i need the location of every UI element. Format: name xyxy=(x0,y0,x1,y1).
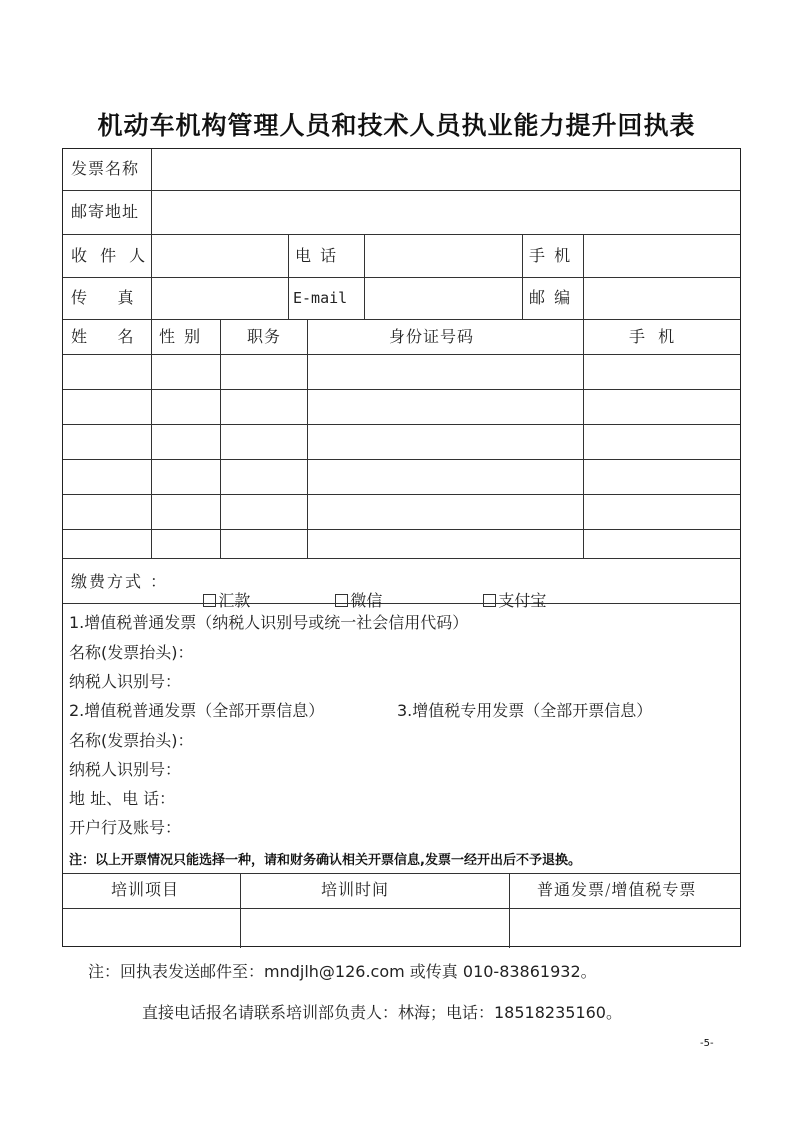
invoice-title-label-1: 名称(发票抬头)： xyxy=(69,643,194,662)
col-divider xyxy=(288,234,289,319)
attendee-mobile-input[interactable] xyxy=(585,390,739,424)
phone-field[interactable] xyxy=(366,235,521,277)
attendee-mobile-input[interactable] xyxy=(585,530,739,558)
checkbox-alipay[interactable] xyxy=(483,594,496,607)
attendee-row xyxy=(63,495,740,529)
bank-account-label: 开户行及账号： xyxy=(69,818,182,837)
attendee-row xyxy=(63,530,740,558)
attendee-row xyxy=(63,390,740,424)
row-divider xyxy=(63,319,740,320)
attendee-name-input[interactable] xyxy=(63,530,151,558)
checkbox-remittance[interactable] xyxy=(203,594,216,607)
attendee-id-input[interactable] xyxy=(309,425,582,459)
footer-note-email: 注：回执表发送邮件至：mndjlh@126.com 或传真 010-83861932。 xyxy=(88,962,597,981)
attendee-mobile-input[interactable] xyxy=(585,460,739,494)
attendee-gender-input[interactable] xyxy=(153,495,219,529)
col-divider xyxy=(509,873,510,948)
attendee-id-input[interactable] xyxy=(309,460,582,494)
header-invoice-type: 普通发票/增值税专票 xyxy=(537,880,697,899)
invoice-name-label: 发票名称 xyxy=(71,159,140,178)
row-divider xyxy=(63,873,740,874)
attendee-name-input[interactable] xyxy=(63,495,151,529)
attendee-row xyxy=(63,425,740,459)
attendee-row xyxy=(63,460,740,494)
col-divider xyxy=(364,234,365,319)
attendee-position-input[interactable] xyxy=(222,530,306,558)
header-id-number: 身份证号码 xyxy=(389,327,475,346)
phone-label: 电 话 xyxy=(295,246,339,265)
mailing-address-label: 邮寄地址 xyxy=(71,202,140,221)
attendee-id-input[interactable] xyxy=(309,355,582,389)
attendee-gender-input[interactable] xyxy=(153,355,219,389)
taxpayer-id-label-1: 纳税人识别号： xyxy=(69,672,182,691)
recipient-field[interactable] xyxy=(153,235,287,277)
attendee-mobile-input[interactable] xyxy=(585,495,739,529)
attendee-position-input[interactable] xyxy=(222,460,306,494)
invoice-option-3: 3.增值税专用发票（全部开票信息） xyxy=(397,701,653,720)
email-field[interactable] xyxy=(366,278,521,319)
invoice-option-1: 1.增值税普通发票（纳税人识别号或统一社会信用代码） xyxy=(69,613,469,632)
mobile-label: 手 机 xyxy=(529,246,573,265)
invoice-name-field[interactable] xyxy=(153,149,739,190)
checkbox-wechat[interactable] xyxy=(335,594,348,607)
invoice-type-input[interactable] xyxy=(511,909,739,946)
attendee-name-input[interactable] xyxy=(63,390,151,424)
header-training-item: 培训项目 xyxy=(111,880,180,899)
attendee-position-input[interactable] xyxy=(222,390,306,424)
attendee-position-input[interactable] xyxy=(222,355,306,389)
invoice-note: 注：以上开票情况只能选择一种，请和财务确认相关开票信息,发票一经开出后不予退换。 xyxy=(69,853,581,868)
taxpayer-id-label-2: 纳税人识别号： xyxy=(69,760,182,779)
attendee-name-input[interactable] xyxy=(63,425,151,459)
col-divider xyxy=(240,873,241,948)
footer-note-contact: 直接电话报名请联系培训部负责人：林海；电话：18518235160。 xyxy=(142,1003,622,1022)
remittance-label: 汇款 xyxy=(218,591,251,610)
training-item-input[interactable] xyxy=(63,909,239,946)
attendee-mobile-input[interactable] xyxy=(585,425,739,459)
attendee-name-input[interactable] xyxy=(63,460,151,494)
attendee-gender-input[interactable] xyxy=(153,530,219,558)
training-time-input[interactable] xyxy=(242,909,508,946)
alipay-label: 支付宝 xyxy=(498,591,547,610)
attendee-id-input[interactable] xyxy=(309,495,582,529)
postcode-label: 邮 编 xyxy=(529,288,573,307)
attendee-gender-input[interactable] xyxy=(153,390,219,424)
attendee-id-input[interactable] xyxy=(309,390,582,424)
wechat-label: 微信 xyxy=(350,591,383,610)
attendee-position-input[interactable] xyxy=(222,425,306,459)
mailing-address-field[interactable] xyxy=(153,191,739,234)
header-position: 职务 xyxy=(247,327,282,346)
attendee-mobile-input[interactable] xyxy=(585,355,739,389)
header-mobile: 手 机 xyxy=(629,327,679,346)
header-gender: 性 别 xyxy=(159,327,203,346)
attendee-gender-input[interactable] xyxy=(153,460,219,494)
fax-field[interactable] xyxy=(153,278,287,319)
attendee-name-input[interactable] xyxy=(63,355,151,389)
invoice-option-2: 2.增值税普通发票（全部开票信息） xyxy=(69,701,325,720)
invoice-title-label-2: 名称(发票抬头)： xyxy=(69,731,194,750)
form-title: 机动车机构管理人员和技术人员执业能力提升回执表 xyxy=(97,111,696,140)
header-training-time: 培训时间 xyxy=(321,880,390,899)
fax-label: 传 真 xyxy=(71,288,134,307)
address-phone-label: 地 址、电 话： xyxy=(69,789,176,808)
attendee-position-input[interactable] xyxy=(222,495,306,529)
row-divider xyxy=(63,558,740,559)
attendee-row xyxy=(63,355,740,389)
page-number: -5- xyxy=(700,1038,714,1049)
payment-option-alipay[interactable] xyxy=(463,569,546,630)
col-divider xyxy=(522,234,523,319)
header-name: 姓 名 xyxy=(71,327,134,346)
recipient-label: 收 件 人 xyxy=(71,246,150,265)
email-label: E-mail xyxy=(293,289,348,307)
postcode-field[interactable] xyxy=(585,278,739,319)
mobile-field[interactable] xyxy=(585,235,739,277)
receipt-form xyxy=(62,148,741,947)
attendee-id-input[interactable] xyxy=(309,530,582,558)
row-divider xyxy=(63,603,740,604)
attendee-gender-input[interactable] xyxy=(153,425,219,459)
payment-method-label: 缴费方式 ： xyxy=(71,572,169,591)
